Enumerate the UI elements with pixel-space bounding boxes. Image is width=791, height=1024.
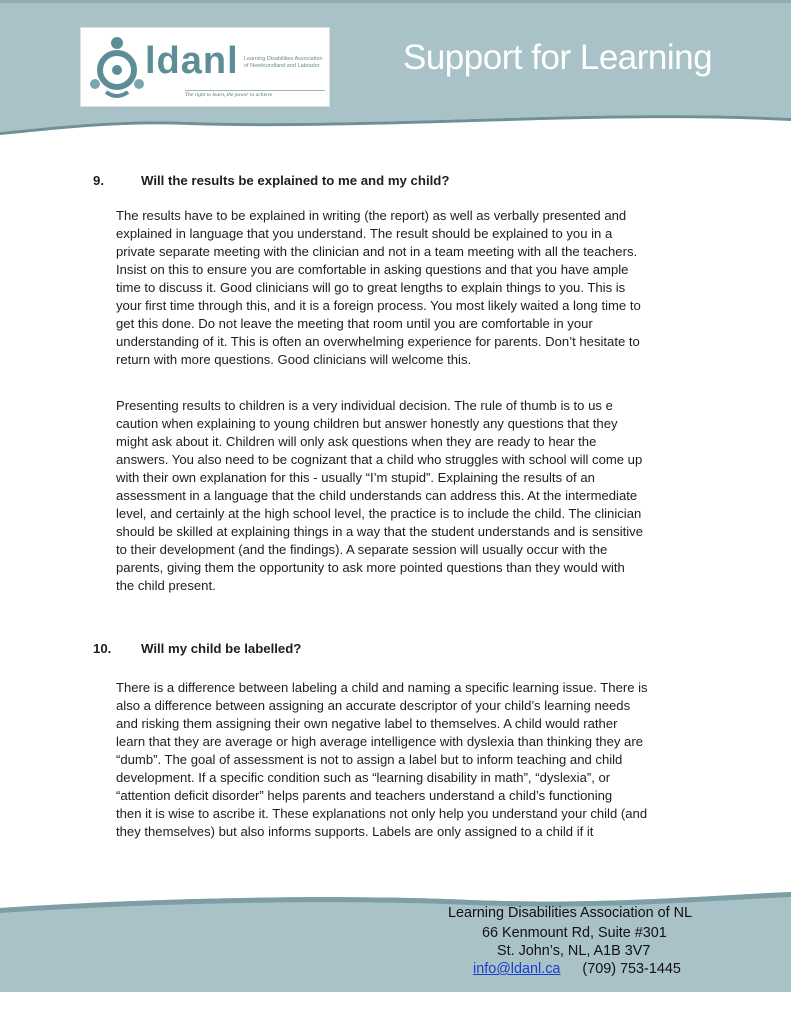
email-link[interactable]: info@ldanl.ca [473,961,561,977]
paragraph-line: level, and certainly at the high school level, the practice is to include the child. The clinician [116,506,642,522]
paragraph-line: should be skilled at explaining things in a way that the student understands and is sensitive [116,524,643,540]
footer-address: 66 Kenmount Rd, Suite #301 [482,925,667,941]
paragraph-line: also a difference between assigning an accurate descriptor of your child’s learning needs [116,698,631,714]
footer-contact-line [473,962,681,976]
footer-org-name: Learning Disabilities Association of NL [448,905,692,921]
page-header [0,0,791,135]
page-footer [0,888,791,992]
paragraph-line: the child present. [116,578,216,594]
paragraph-line: private separate meeting with the clinician and not in a team meeting with all the teachers. [116,244,638,260]
paragraph-line: time to discuss it. Good clinicians will go to great lengths to explain things to you. This is [116,280,626,296]
paragraph-line: parents, giving them the opportunity to ask more pointed questions than they would with [116,560,625,576]
answer-paragraph [116,679,711,841]
logo-association-name: Learning Disabilities Association of Newfoundland and Labrador [244,56,323,69]
paragraph-line: they themselves) but also informs supports. Labels are only assigned to a child if it [116,824,594,840]
paragraph-line: “attention deficit disorder” helps parents and teachers understand a child’s functioning [116,788,613,804]
logo-wordmark: ldanl [145,40,239,82]
answer-paragraph [116,207,711,369]
question-number: 10. [93,641,112,656]
paragraph-line: caution when explaining to young children but answer honestly any questions that they [116,416,618,432]
page-title: Support for Learning [403,38,713,77]
paragraph-line: your first time through this, and it is a foreign process. You most likely waited a long time to [116,298,641,314]
paragraph-line: and risking them assigning their own negative label to themselves. A child would rather [116,716,618,732]
footer-city: St. John’s, NL, A1B 3V7 [497,943,651,959]
paragraph-line: return with more questions. Good clinicians will welcome this. [116,352,472,368]
paragraph-line: with their own explanation for this - usually “I’m stupid”. Explaining the results of an [116,470,595,486]
paragraph-line: answers. You also need to be cognizant that a child who struggles with school will come up [116,452,643,468]
paragraph-line: might ask about it. Children will only ask questions when they are ready to hear the [116,434,597,450]
paragraph-line: explained in language that you understand. The result should be explained to you in a [116,226,613,242]
paragraph-line: “dumb”. The goal of assessment is not to assign a label but to inform teaching and child [116,752,623,768]
paragraph-line: then it is wise to ascribe it. These explanations not only help you understand your child (and [116,806,648,822]
question-text: Will my child be labelled? [141,641,302,656]
paragraph-line: Presenting results to children is a very individual decision. The rule of thumb is to us e [116,398,613,413]
question-number: 9. [93,173,104,188]
paragraph-line: There is a difference between labeling a child and naming a specific learning issue. There is [116,680,648,695]
paragraph-line: The results have to be explained in writing (the report) as well as verbally presented and [116,208,627,223]
paragraph-line: assessment in a language that the child understands can address this. At the intermediate [116,488,638,504]
logo-tagline: The right to learn, the power to achieve [185,90,325,98]
logo-figures-icon [89,34,145,102]
paragraph-line: Insist on this to ensure you are comfortable in asking questions and that you have ample [116,262,629,278]
footer-phone: (709) 753-1445 [582,961,681,977]
ldanl-logo[interactable] [80,27,330,107]
paragraph-line: understanding of it. This is often an overwhelming experience for parents. Don’t hesitate to [116,334,640,350]
question-text: Will the results be explained to me and my child? [141,173,450,188]
answer-paragraph [116,397,711,596]
paragraph-line: development. If a specific condition such as “learning disability in math”, “dyslexia”, or [116,770,611,786]
paragraph-line: to their development (and the findings). A separate session will usually occur with the [116,542,608,558]
paragraph-line: get this done. Do not leave the meeting that room until you are comfortable in your [116,316,593,332]
paragraph-line: learn that they are average or high average intelligence with dyslexia than thinking they are [116,734,643,750]
